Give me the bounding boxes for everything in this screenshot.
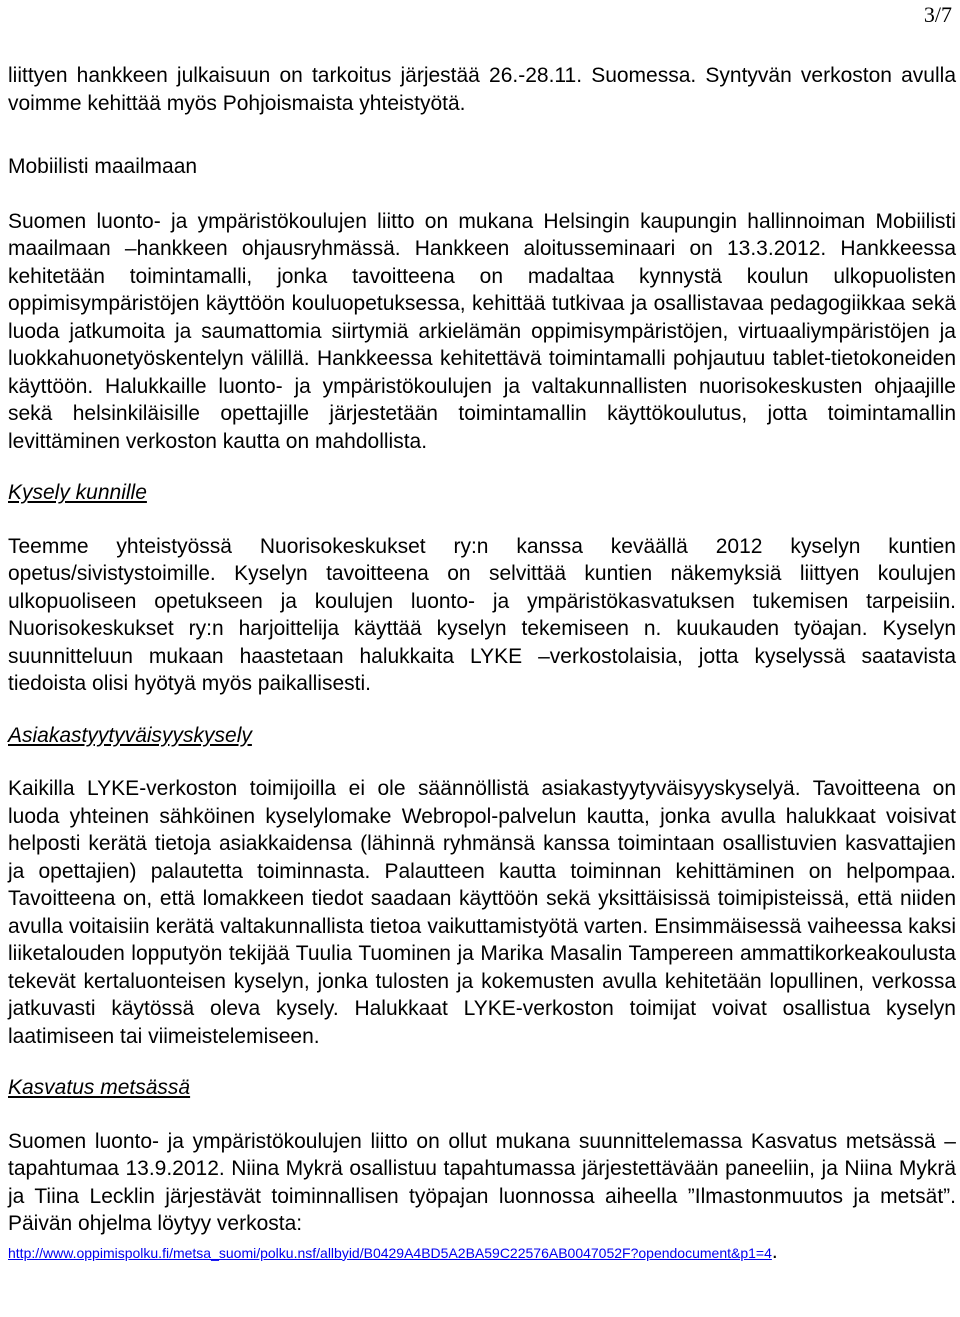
section-heading-kysely: Kysely kunnille [8, 481, 147, 504]
section-body-asiakastyytyvaisyys: Kaikilla LYKE-verkoston toimijoilla ei ole säännöllistä asiakastyytyväisyyskyselyä. Tavoitteena on luoda yhteinen sähköinen kyselylomake Webropol-palvelun kautta, jonka avulla halukkaat voisivat helposti kerätä tietoja asiakkaidensa (lähinnä ryhmänsä kanssa toimintaan osallistuvien kasvattajien ja opettajien) palautetta toiminnasta. Palautteen kautta toiminnan kehittäminen on helpompaa. Tavoitteena on, että lomakkeen tiedot saadaan käyttöön sekä yksittäisissä toimipisteissä, että niiden avulla voitaisiin kerätä valtakunnallista tietoa vaikuttamistyötä varten. Ensimmäisessä vaiheessa kaksi liiketalouden lopputyön tekijää Tuulia Tuominen ja Marika Masalin Tampereen ammattikorkeakoulusta tekevät kertaluonteisen kyselyn, jonka tulosten ja kokemusten avulla kehitetään lopullinen, verkossa jatkuvasti käytössä oleva kysely. Halukkaat LYKE-verkoston toimijat voivat osallistua kyselyn laatimiseen tai viimeistelemiseen. [8, 777, 956, 1048]
intro-paragraph: liittyen hankkeen julkaisuun on tarkoitus järjestää 26.-28.11. Suomessa. Syntyvän verkoston avulla voimme kehittää myös Pohjoismaista yhteistyötä. [8, 64, 956, 115]
section-body-kysely: Teemme yhteistyössä Nuorisokeskukset ry:n kanssa keväällä 2012 kyselyn kuntien opetus/sivistystoimille. Kyselyn tavoitteena on selvittää kuntien näkemyksiä liittyen koulujen ulkopuoliseen opetukseen ja koulujen luonto- ja ympäristökasvatuksen tukemisen tarpeisiin. Nuorisokeskukset ry:n harjoittelija käyttää kyselyn tekemiseen n. kuukauden työajan. Kyselyn suunnitteluun mukaan haastetaan halukkaita LYKE –verkostolaisia, jotta kyselyssä saatavista tiedoista olisi hyötyä myös paikallisesti. [8, 534, 956, 695]
section-heading-kasvatus: Kasvatus metsässä [8, 1076, 191, 1099]
link-suffix: . [771, 1239, 778, 1263]
page-number: 3/7 [923, 2, 952, 27]
section-body-kasvatus-text: Suomen luonto- ja ympäristökoulujen liitto on ollut mukana suunnittelemassa Kasvatus metsässä –tapahtumaa 13.9.2012. Niina Mykrä osallistuu tapahtumassa järjestettävään paneeliin, ja Niina Mykrä ja Tiina Lecklin järjestävät toiminnallisen työpajan luonnossa aiheella ”Ilmastonmuutos ja metsät”. Päivän ohjelma löytyy verkosta: [8, 1129, 956, 1235]
section-body-kasvatus [8, 1128, 956, 1268]
section-heading-mobiilisti: Mobiilisti maailmaan [8, 155, 198, 178]
document-body [8, 62, 956, 1267]
program-link[interactable]: http://www.oppimispolku.fi/metsa_suomi/polku.nsf/allbyid/B0429A4BD5A2BA59C22576AB0047052F?opendocument&p1=4 [8, 1244, 772, 1261]
section-heading-asiakastyytyvaisyys: Asiakastyytyväisyyskysely [8, 723, 252, 747]
section-body-mobiilisti: Suomen luonto- ja ympäristökoulujen liitto on mukana Helsingin kaupungin hallinnoiman Mobiilisti maailmaan –hankkeen ohjausryhmässä. Hankkeen aloitusseminaari on 13.3.2012. Hankkeessa kehitetään toimintamalli, jonka tavoitteena on madaltaa kynnystä koulun ulkopuolisten oppimisympäristöjen käyttöön kouluopetuksessa, kehittää tutkivaa ja osallistavaa pedagogiikkaa sekä luoda jatkumoita ja saumattomia siirtymiä arkielämän oppimisympäristöjen, virtuaaliympäristöjen ja luokkahuonetyöskentelyn välillä. Hankkeessa kehitettävä toimintamalli pohjautuu tablet-tietokoneiden käyttöön. Halukkaille luonto- ja ympäristökoulujen ja valtakunnallisten nuorisokeskusten ohjaajille sekä helsinkiläisille opettajille järjestetään toimintamallin käyttökoulutus, jotta toimintamallin levittäminen verkoston kautta on mahdollista. [8, 209, 956, 453]
